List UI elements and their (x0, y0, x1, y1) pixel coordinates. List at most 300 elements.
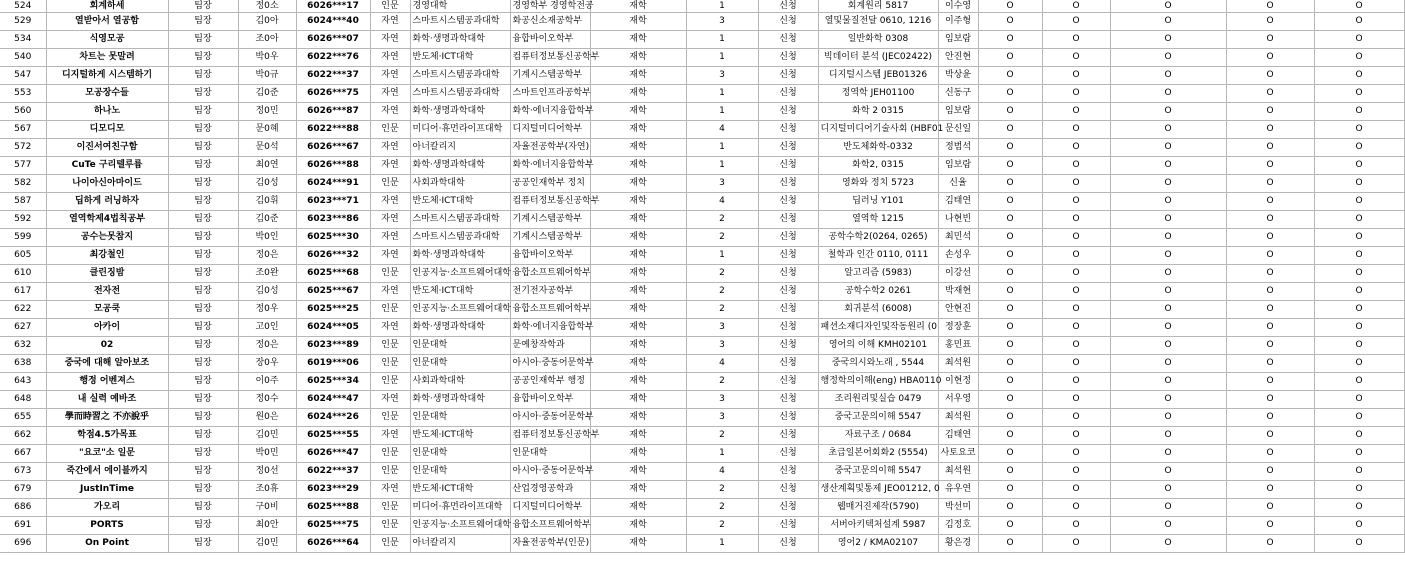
member-name-cell[interactable]: 조0완 (238, 265, 296, 283)
field-cell[interactable]: 자연 (370, 211, 410, 229)
status-cell[interactable]: 재학 (590, 247, 686, 265)
check-mark-cell[interactable]: O (1110, 463, 1226, 481)
team-number-cell[interactable]: 587 (0, 193, 46, 211)
check-mark-cell[interactable]: O (1042, 121, 1110, 139)
team-number-cell[interactable]: 547 (0, 67, 46, 85)
grade-cell[interactable]: 3 (686, 175, 758, 193)
grade-cell[interactable]: 4 (686, 355, 758, 373)
team-number-cell[interactable]: 540 (0, 49, 46, 67)
role-cell[interactable]: 팀장 (168, 229, 238, 247)
check-mark-cell[interactable]: O (978, 391, 1042, 409)
department-cell[interactable]: 공공인재학부 정치 (510, 175, 590, 193)
professor-cell[interactable]: 최석원 (938, 355, 978, 373)
check-mark-cell[interactable]: O (1314, 355, 1404, 373)
college-cell[interactable]: 인문대학 (410, 409, 510, 427)
check-mark-cell[interactable]: O (1042, 427, 1110, 445)
member-name-cell[interactable]: 김0아 (238, 13, 296, 31)
check-mark-cell[interactable]: O (1042, 175, 1110, 193)
professor-cell[interactable]: 신율 (938, 175, 978, 193)
check-mark-cell[interactable]: O (1110, 535, 1226, 553)
role-cell[interactable]: 팀장 (168, 175, 238, 193)
course-cell[interactable]: 공학수학2(0264, 0265) (818, 229, 938, 247)
check-mark-cell[interactable]: O (1314, 265, 1404, 283)
check-mark-cell[interactable]: O (1110, 427, 1226, 445)
team-number-cell[interactable]: 534 (0, 31, 46, 49)
check-mark-cell[interactable]: O (1110, 355, 1226, 373)
field-cell[interactable]: 인문 (370, 337, 410, 355)
team-name-cell[interactable]: 모공장수들 (46, 85, 168, 103)
course-cell[interactable]: 패션소재디자인및작동원리 (0 (818, 319, 938, 337)
application-cell[interactable]: 신청 (758, 355, 818, 373)
check-mark-cell[interactable]: O (1042, 265, 1110, 283)
check-mark-cell[interactable]: O (1042, 283, 1110, 301)
status-cell[interactable]: 재학 (590, 13, 686, 31)
status-cell[interactable]: 재학 (590, 409, 686, 427)
check-mark-cell[interactable]: O (1226, 67, 1314, 85)
team-number-cell[interactable]: 560 (0, 103, 46, 121)
field-cell[interactable]: 자연 (370, 49, 410, 67)
check-mark-cell[interactable]: O (1314, 157, 1404, 175)
role-cell[interactable]: 팀장 (168, 355, 238, 373)
role-cell[interactable]: 팀장 (168, 103, 238, 121)
field-cell[interactable]: 자연 (370, 67, 410, 85)
application-cell[interactable]: 신청 (758, 445, 818, 463)
check-mark-cell[interactable]: O (978, 175, 1042, 193)
status-cell[interactable]: 재학 (590, 445, 686, 463)
field-cell[interactable]: 자연 (370, 85, 410, 103)
course-cell[interactable]: 반도체화학-0332 (818, 139, 938, 157)
field-cell[interactable]: 인문 (370, 121, 410, 139)
check-mark-cell[interactable]: O (978, 337, 1042, 355)
check-mark-cell[interactable]: O (1226, 31, 1314, 49)
student-id-cell[interactable]: 6022***76 (296, 49, 370, 67)
application-cell[interactable]: 신청 (758, 85, 818, 103)
member-name-cell[interactable]: 정0수 (238, 391, 296, 409)
college-cell[interactable]: 스마트시스템공과대학 (410, 85, 510, 103)
grade-cell[interactable]: 1 (686, 49, 758, 67)
grade-cell[interactable]: 2 (686, 373, 758, 391)
check-mark-cell[interactable]: O (1226, 49, 1314, 67)
student-id-cell[interactable]: 6025***88 (296, 499, 370, 517)
team-number-cell[interactable]: 529 (0, 13, 46, 31)
student-id-cell[interactable]: 6025***55 (296, 427, 370, 445)
check-mark-cell[interactable]: O (1042, 193, 1110, 211)
student-id-cell[interactable]: 6022***37 (296, 463, 370, 481)
student-id-cell[interactable]: 6019***06 (296, 355, 370, 373)
member-name-cell[interactable]: 김0성 (238, 175, 296, 193)
department-cell[interactable]: 스마트인프라공학부 (510, 85, 590, 103)
check-mark-cell[interactable]: O (1314, 175, 1404, 193)
check-mark-cell[interactable]: O (978, 427, 1042, 445)
team-number-cell[interactable]: 673 (0, 463, 46, 481)
check-mark-cell[interactable]: O (1042, 85, 1110, 103)
field-cell[interactable]: 인문 (370, 535, 410, 553)
student-id-cell[interactable]: 6025***25 (296, 301, 370, 319)
check-mark-cell[interactable]: O (1110, 445, 1226, 463)
check-mark-cell[interactable]: O (1110, 373, 1226, 391)
team-name-cell[interactable]: 열역학제4법칙공부 (46, 211, 168, 229)
department-cell[interactable]: 디지털미디어학부 (510, 121, 590, 139)
student-id-cell[interactable]: 6025***34 (296, 373, 370, 391)
department-cell[interactable]: 기계시스템공학부 (510, 211, 590, 229)
department-cell[interactable]: 컴퓨터정보통신공학부 (510, 193, 590, 211)
member-name-cell[interactable]: 문0혜 (238, 121, 296, 139)
check-mark-cell[interactable]: O (1042, 445, 1110, 463)
department-cell[interactable]: 인문대학 (510, 445, 590, 463)
field-cell[interactable]: 자연 (370, 193, 410, 211)
role-cell[interactable]: 팀장 (168, 67, 238, 85)
check-mark-cell[interactable]: O (1226, 229, 1314, 247)
check-mark-cell[interactable]: O (1314, 103, 1404, 121)
field-cell[interactable]: 자연 (370, 157, 410, 175)
check-mark-cell[interactable]: O (1042, 13, 1110, 31)
check-mark-cell[interactable]: O (978, 67, 1042, 85)
application-cell[interactable]: 신청 (758, 283, 818, 301)
status-cell[interactable]: 재학 (590, 499, 686, 517)
check-mark-cell[interactable]: O (1226, 535, 1314, 553)
status-cell[interactable]: 재학 (590, 211, 686, 229)
check-mark-cell[interactable]: O (978, 463, 1042, 481)
field-cell[interactable]: 인문 (370, 409, 410, 427)
professor-cell[interactable]: 이현정 (938, 373, 978, 391)
member-name-cell[interactable]: 김0준 (238, 85, 296, 103)
member-name-cell[interactable]: 박0인 (238, 229, 296, 247)
application-cell[interactable]: 신청 (758, 247, 818, 265)
check-mark-cell[interactable]: O (1110, 139, 1226, 157)
course-cell[interactable]: 자료구조 / 0684 (818, 427, 938, 445)
course-cell[interactable]: 회귀분석 (6008) (818, 301, 938, 319)
grade-cell[interactable]: 2 (686, 211, 758, 229)
grade-cell[interactable]: 3 (686, 13, 758, 31)
field-cell[interactable]: 자연 (370, 31, 410, 49)
student-id-cell[interactable]: 6026***64 (296, 535, 370, 553)
check-mark-cell[interactable]: O (1226, 193, 1314, 211)
department-cell[interactable]: 디지털미디어학부 (510, 499, 590, 517)
student-id-cell[interactable]: 6025***30 (296, 229, 370, 247)
role-cell[interactable]: 팀장 (168, 13, 238, 31)
field-cell[interactable]: 자연 (370, 139, 410, 157)
department-cell[interactable]: 융합바이오학부 (510, 31, 590, 49)
field-cell[interactable]: 자연 (370, 13, 410, 31)
check-mark-cell[interactable]: O (1042, 373, 1110, 391)
member-name-cell[interactable]: 조0휴 (238, 481, 296, 499)
professor-cell[interactable]: 서우영 (938, 391, 978, 409)
check-mark-cell[interactable]: O (1226, 121, 1314, 139)
check-mark-cell[interactable]: O (978, 193, 1042, 211)
status-cell[interactable]: 재학 (590, 0, 686, 13)
check-mark-cell[interactable]: O (1110, 409, 1226, 427)
check-mark-cell[interactable]: O (1110, 319, 1226, 337)
application-cell[interactable]: 신청 (758, 481, 818, 499)
check-mark-cell[interactable]: O (1110, 157, 1226, 175)
professor-cell[interactable]: 홍민표 (938, 337, 978, 355)
course-cell[interactable]: 디지털미디어기술사회 (HBF01 (818, 121, 938, 139)
role-cell[interactable]: 팀장 (168, 301, 238, 319)
check-mark-cell[interactable]: O (1042, 49, 1110, 67)
student-id-cell[interactable]: 6023***86 (296, 211, 370, 229)
team-name-cell[interactable]: On Point (46, 535, 168, 553)
check-mark-cell[interactable]: O (1110, 0, 1226, 13)
field-cell[interactable]: 인문 (370, 0, 410, 13)
application-cell[interactable]: 신청 (758, 499, 818, 517)
department-cell[interactable]: 융합바이오학부 (510, 391, 590, 409)
member-name-cell[interactable]: 김0민 (238, 535, 296, 553)
role-cell[interactable]: 팀장 (168, 319, 238, 337)
student-id-cell[interactable]: 6026***88 (296, 157, 370, 175)
college-cell[interactable]: 반도체·ICT대학 (410, 193, 510, 211)
college-cell[interactable]: 반도체·ICT대학 (410, 481, 510, 499)
college-cell[interactable]: 인문대학 (410, 337, 510, 355)
role-cell[interactable]: 팀장 (168, 373, 238, 391)
check-mark-cell[interactable]: O (1314, 247, 1404, 265)
check-mark-cell[interactable]: O (1226, 337, 1314, 355)
check-mark-cell[interactable]: O (978, 445, 1042, 463)
application-cell[interactable]: 신청 (758, 373, 818, 391)
check-mark-cell[interactable]: O (978, 229, 1042, 247)
professor-cell[interactable]: 박재현 (938, 283, 978, 301)
team-number-cell[interactable]: 617 (0, 283, 46, 301)
member-name-cell[interactable]: 문0석 (238, 139, 296, 157)
field-cell[interactable]: 인문 (370, 463, 410, 481)
check-mark-cell[interactable]: O (978, 373, 1042, 391)
check-mark-cell[interactable]: O (1110, 67, 1226, 85)
team-name-cell[interactable]: 식영모공 (46, 31, 168, 49)
check-mark-cell[interactable]: O (1314, 337, 1404, 355)
role-cell[interactable]: 팀장 (168, 193, 238, 211)
check-mark-cell[interactable]: O (1226, 499, 1314, 517)
professor-cell[interactable]: 손성우 (938, 247, 978, 265)
team-number-cell[interactable]: 655 (0, 409, 46, 427)
check-mark-cell[interactable]: O (1314, 373, 1404, 391)
college-cell[interactable]: 스마트시스템공과대학 (410, 67, 510, 85)
grade-cell[interactable]: 2 (686, 499, 758, 517)
team-number-cell[interactable]: 648 (0, 391, 46, 409)
check-mark-cell[interactable]: O (1042, 517, 1110, 535)
department-cell[interactable]: 문예창작학과 (510, 337, 590, 355)
grade-cell[interactable]: 3 (686, 409, 758, 427)
check-mark-cell[interactable]: O (1226, 463, 1314, 481)
check-mark-cell[interactable]: O (1226, 355, 1314, 373)
check-mark-cell[interactable]: O (1314, 445, 1404, 463)
check-mark-cell[interactable]: O (1226, 445, 1314, 463)
check-mark-cell[interactable]: O (1110, 283, 1226, 301)
check-mark-cell[interactable]: O (1042, 481, 1110, 499)
check-mark-cell[interactable]: O (978, 355, 1042, 373)
check-mark-cell[interactable]: O (1226, 409, 1314, 427)
check-mark-cell[interactable]: O (1042, 355, 1110, 373)
check-mark-cell[interactable]: O (1110, 229, 1226, 247)
student-id-cell[interactable]: 6025***67 (296, 283, 370, 301)
application-cell[interactable]: 신청 (758, 517, 818, 535)
professor-cell[interactable]: 김태연 (938, 427, 978, 445)
status-cell[interactable]: 재학 (590, 175, 686, 193)
check-mark-cell[interactable]: O (1314, 31, 1404, 49)
team-name-cell[interactable]: 가오리 (46, 499, 168, 517)
student-id-cell[interactable]: 6025***68 (296, 265, 370, 283)
professor-cell[interactable]: 김태연 (938, 193, 978, 211)
team-name-cell[interactable]: 내 실력 예바조 (46, 391, 168, 409)
status-cell[interactable]: 재학 (590, 391, 686, 409)
college-cell[interactable]: 반도체·ICT대학 (410, 283, 510, 301)
check-mark-cell[interactable]: O (1314, 535, 1404, 553)
department-cell[interactable]: 융합소프트웨어학부 (510, 301, 590, 319)
team-name-cell[interactable]: 딥하게 러닝하자 (46, 193, 168, 211)
check-mark-cell[interactable]: O (1314, 193, 1404, 211)
professor-cell[interactable]: 이강선 (938, 265, 978, 283)
team-name-cell[interactable]: CuTe 구리텔루륨 (46, 157, 168, 175)
check-mark-cell[interactable]: O (1226, 391, 1314, 409)
check-mark-cell[interactable]: O (1110, 175, 1226, 193)
grade-cell[interactable]: 4 (686, 193, 758, 211)
college-cell[interactable]: 인공지능·소프트웨어대학 (410, 301, 510, 319)
status-cell[interactable]: 재학 (590, 67, 686, 85)
status-cell[interactable]: 재학 (590, 139, 686, 157)
college-cell[interactable]: 아너칼리지 (410, 535, 510, 553)
check-mark-cell[interactable]: O (978, 103, 1042, 121)
course-cell[interactable]: 생산계획및통제 JEO01212, 0 (818, 481, 938, 499)
check-mark-cell[interactable]: O (1042, 139, 1110, 157)
check-mark-cell[interactable]: O (1226, 157, 1314, 175)
team-number-cell[interactable]: 582 (0, 175, 46, 193)
role-cell[interactable]: 팀장 (168, 463, 238, 481)
status-cell[interactable]: 재학 (590, 157, 686, 175)
check-mark-cell[interactable]: O (1226, 13, 1314, 31)
check-mark-cell[interactable]: O (1314, 481, 1404, 499)
team-name-cell[interactable]: 02 (46, 337, 168, 355)
department-cell[interactable]: 아시아·중동어문학부 (510, 409, 590, 427)
grade-cell[interactable]: 1 (686, 157, 758, 175)
team-name-cell[interactable]: 회계하세 (46, 0, 168, 13)
grade-cell[interactable]: 2 (686, 427, 758, 445)
grade-cell[interactable]: 2 (686, 517, 758, 535)
member-name-cell[interactable]: 고0인 (238, 319, 296, 337)
student-id-cell[interactable]: 6026***67 (296, 139, 370, 157)
team-name-cell[interactable]: PORTS (46, 517, 168, 535)
field-cell[interactable]: 인문 (370, 175, 410, 193)
professor-cell[interactable]: 유우연 (938, 481, 978, 499)
check-mark-cell[interactable]: O (1314, 0, 1404, 13)
member-name-cell[interactable]: 정0우 (238, 301, 296, 319)
student-id-cell[interactable]: 6026***75 (296, 85, 370, 103)
check-mark-cell[interactable]: O (1042, 409, 1110, 427)
department-cell[interactable]: 융합소프트웨어학부 (510, 517, 590, 535)
professor-cell[interactable]: 이수영 (938, 0, 978, 13)
course-cell[interactable]: 알고리즘 (5983) (818, 265, 938, 283)
role-cell[interactable]: 팀장 (168, 517, 238, 535)
check-mark-cell[interactable]: O (1110, 517, 1226, 535)
department-cell[interactable]: 화공신소재공학부 (510, 13, 590, 31)
department-cell[interactable]: 공공인재학부 행정 (510, 373, 590, 391)
check-mark-cell[interactable]: O (1226, 265, 1314, 283)
college-cell[interactable]: 사회과학대학 (410, 175, 510, 193)
student-id-cell[interactable]: 6026***87 (296, 103, 370, 121)
check-mark-cell[interactable]: O (978, 13, 1042, 31)
professor-cell[interactable]: 안진현 (938, 49, 978, 67)
check-mark-cell[interactable]: O (978, 85, 1042, 103)
course-cell[interactable]: 영어2 / KMA02107 (818, 535, 938, 553)
check-mark-cell[interactable]: O (1314, 283, 1404, 301)
student-id-cell[interactable]: 6024***91 (296, 175, 370, 193)
role-cell[interactable]: 팀장 (168, 211, 238, 229)
professor-cell[interactable]: 사토요코 (938, 445, 978, 463)
check-mark-cell[interactable]: O (978, 121, 1042, 139)
team-name-cell[interactable]: 學而時習之 不亦說乎 (46, 409, 168, 427)
check-mark-cell[interactable]: O (1314, 13, 1404, 31)
check-mark-cell[interactable]: O (1110, 337, 1226, 355)
status-cell[interactable]: 재학 (590, 481, 686, 499)
team-number-cell[interactable]: 667 (0, 445, 46, 463)
team-number-cell[interactable]: 696 (0, 535, 46, 553)
check-mark-cell[interactable]: O (1314, 499, 1404, 517)
team-number-cell[interactable]: 592 (0, 211, 46, 229)
department-cell[interactable]: 화학·에너지융합학부 (510, 103, 590, 121)
check-mark-cell[interactable]: O (1226, 139, 1314, 157)
team-name-cell[interactable]: 하나노 (46, 103, 168, 121)
field-cell[interactable]: 자연 (370, 481, 410, 499)
department-cell[interactable]: 산업경영공학과 (510, 481, 590, 499)
application-cell[interactable]: 신청 (758, 13, 818, 31)
team-number-cell[interactable]: 605 (0, 247, 46, 265)
check-mark-cell[interactable]: O (1314, 427, 1404, 445)
grade-cell[interactable]: 3 (686, 391, 758, 409)
field-cell[interactable]: 인문 (370, 445, 410, 463)
grade-cell[interactable]: 2 (686, 283, 758, 301)
student-id-cell[interactable]: 6024***47 (296, 391, 370, 409)
check-mark-cell[interactable]: O (1110, 265, 1226, 283)
professor-cell[interactable]: 신동구 (938, 85, 978, 103)
check-mark-cell[interactable]: O (978, 49, 1042, 67)
grade-cell[interactable]: 1 (686, 139, 758, 157)
college-cell[interactable]: 인문대학 (410, 445, 510, 463)
check-mark-cell[interactable]: O (978, 0, 1042, 13)
status-cell[interactable]: 재학 (590, 301, 686, 319)
field-cell[interactable]: 자연 (370, 103, 410, 121)
status-cell[interactable]: 재학 (590, 193, 686, 211)
college-cell[interactable]: 경영대학 (410, 0, 510, 13)
student-id-cell[interactable]: 6024***05 (296, 319, 370, 337)
professor-cell[interactable]: 임보람 (938, 103, 978, 121)
department-cell[interactable]: 자율전공학부(인문) (510, 535, 590, 553)
college-cell[interactable]: 반도체·ICT대학 (410, 49, 510, 67)
check-mark-cell[interactable]: O (1314, 67, 1404, 85)
course-cell[interactable]: 빅데이터 분석 (JEC02422) (818, 49, 938, 67)
student-id-cell[interactable]: 6026***32 (296, 247, 370, 265)
course-cell[interactable]: 회계원리 5817 (818, 0, 938, 13)
role-cell[interactable]: 팀장 (168, 337, 238, 355)
college-cell[interactable]: 반도체·ICT대학 (410, 427, 510, 445)
field-cell[interactable]: 자연 (370, 229, 410, 247)
college-cell[interactable]: 화학·생명과학대학 (410, 247, 510, 265)
check-mark-cell[interactable]: O (1226, 103, 1314, 121)
check-mark-cell[interactable]: O (1042, 535, 1110, 553)
check-mark-cell[interactable]: O (1226, 481, 1314, 499)
team-number-cell[interactable]: 662 (0, 427, 46, 445)
role-cell[interactable]: 팀장 (168, 409, 238, 427)
application-cell[interactable]: 신청 (758, 427, 818, 445)
status-cell[interactable]: 재학 (590, 427, 686, 445)
check-mark-cell[interactable]: O (1042, 337, 1110, 355)
grade-cell[interactable]: 1 (686, 247, 758, 265)
check-mark-cell[interactable]: O (1110, 49, 1226, 67)
application-cell[interactable]: 신청 (758, 391, 818, 409)
status-cell[interactable]: 재학 (590, 373, 686, 391)
check-mark-cell[interactable]: O (1042, 463, 1110, 481)
college-cell[interactable]: 아너칼리지 (410, 139, 510, 157)
check-mark-cell[interactable]: O (1314, 517, 1404, 535)
course-cell[interactable]: 행정학의이해(eng) HBA0110 (818, 373, 938, 391)
check-mark-cell[interactable]: O (1314, 319, 1404, 337)
status-cell[interactable]: 재학 (590, 103, 686, 121)
